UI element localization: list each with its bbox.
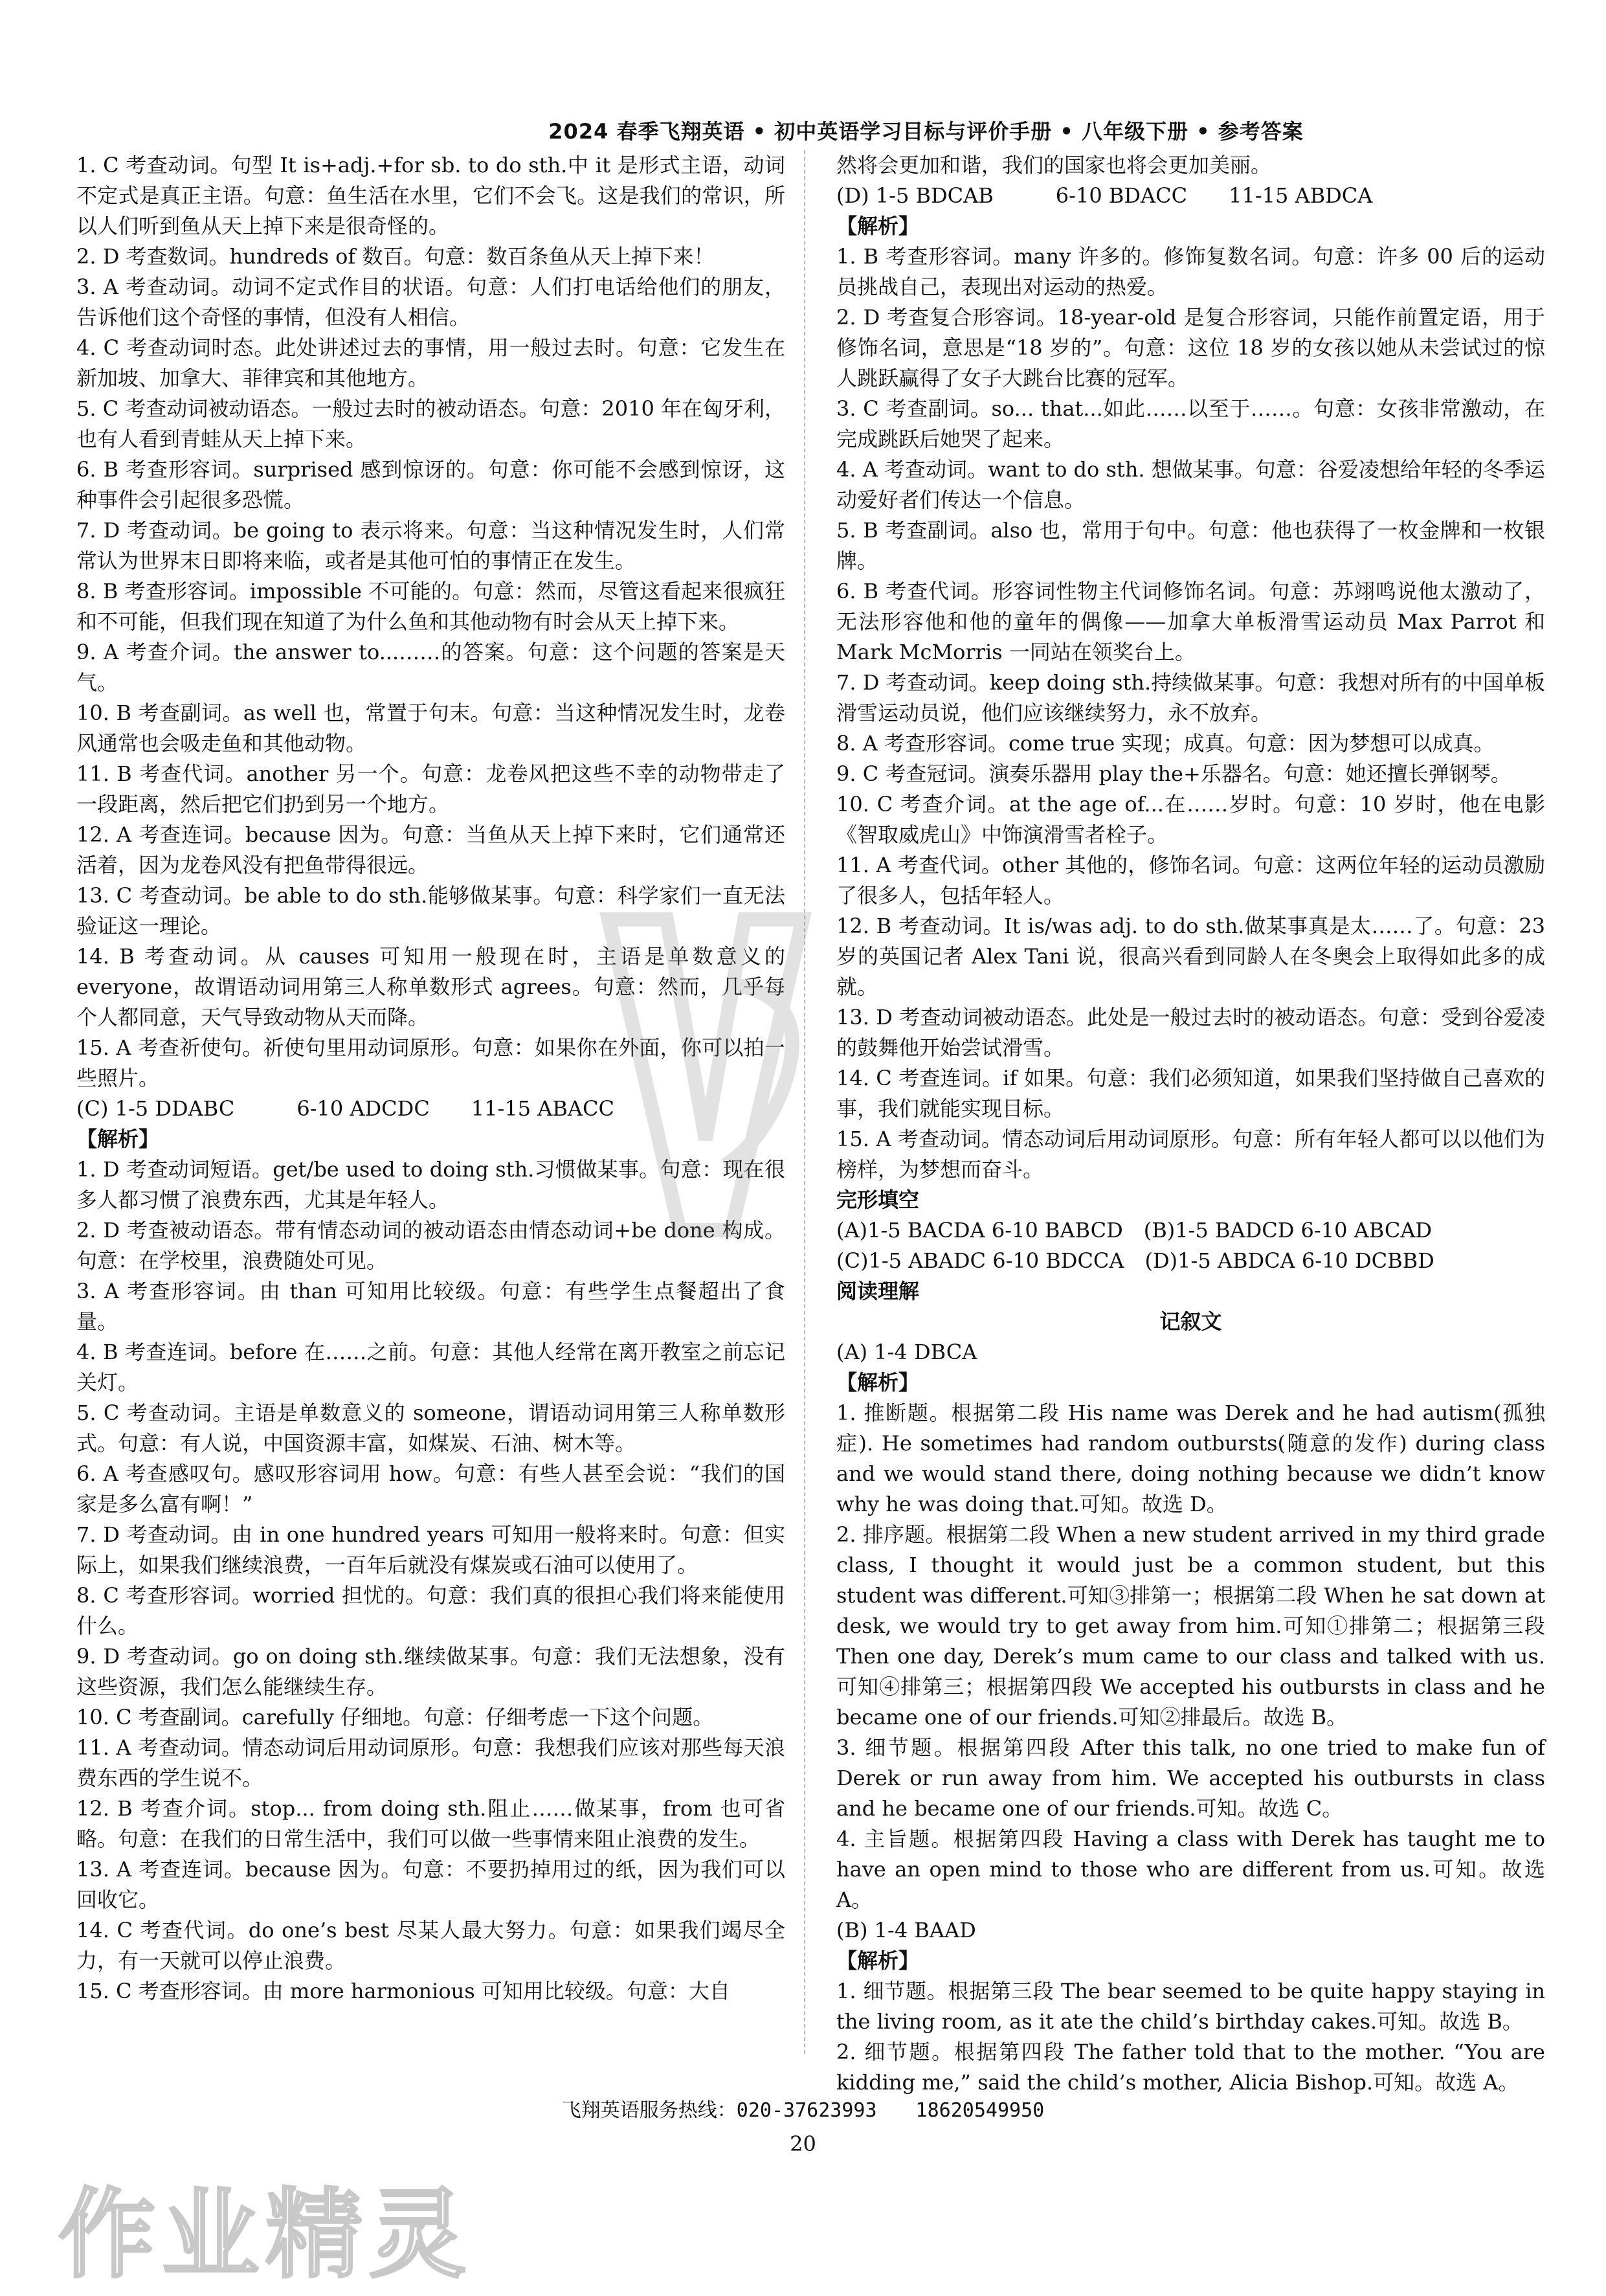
answer-item: 14. C 考查代词。do one’s best 尽某人最大努力。句意：如果我们竭尽全力，有一天就可以停止浪费。: [76, 1918, 785, 1973]
answer-item: 14. C 考查连词。if 如果。句意：我们必须知道，如果我们坚持做自己喜欢的事，我们就能实现目标。: [836, 1066, 1545, 1121]
answer-item: 6. B 考查形容词。surprised 感到惊讶的。句意：你可能不会感到惊讶，这种事件会引起很多恐慌。: [76, 457, 785, 512]
answer-item: 7. D 考查动词。keep doing sth.持续做某事。句意：我想对所有的中国单板滑雪运动员说，他们应该继续努力，永不放弃。: [836, 670, 1545, 725]
site-watermark: 作业精灵: [58, 2179, 473, 2291]
answer-item: 2. D 考查数词。hundreds of 数百。句意：数百条鱼从天上掉下来！: [76, 244, 715, 269]
answer-item: 3. C 考查副词。so... that...如此……以至于……。句意：女孩非常激动，在完成跳跃后她哭了起来。: [836, 396, 1545, 451]
page-number: 20: [790, 2132, 816, 2156]
answer-item: 7. D 考查动词。be going to 表示将来。句意：当这种情况发生时，人们常常认为世界末日即将来临，或者是其他可怕的事情正在发生。: [76, 518, 785, 573]
answer-item: 8. A 考查形容词。come true 实现；成真。句意：因为梦想可以成真。: [836, 731, 1495, 756]
answer-item: 2. D 考查被动语态。带有情态动词的被动语态由情态动词+be done 构成。句意：在学校里，浪费随处可见。: [76, 1218, 785, 1273]
answer-item: 6. B 考查代词。形容词性物主代词修饰名词。句意：苏翊鸣说他太激动了，无法形容他和他的童年的偶像——加拿大单板滑雪运动员 Max Parrot 和 Mark McMorris 一同站在领奖台上。: [836, 579, 1545, 664]
answer-item: 12. A 考查连词。because 因为。句意：当鱼从天上掉下来时，它们通常还活着，因为龙卷风没有把鱼带得很远。: [76, 822, 785, 877]
answer-item: 12. B 考查介词。stop... from doing sth.阻止……做某事，from 也可省略。句意：在我们的日常生活中，我们可以做一些事情来阻止浪费的发生。: [76, 1796, 785, 1851]
answer-item: 2. 细节题。根据第四段 The father told that to the mother. “You are kidding me,” said the child’s mother, Alicia Bishop.可知。故选 A。: [836, 2040, 1545, 2095]
service-hotline: 飞翔英语服务热线：020-37623993 18620549950: [561, 2099, 1045, 2122]
answer-item: 11. B 考查代词。another 另一个。句意：龙卷风把这些不幸的动物带走了一段距离，然后把它们扔到另一个地方。: [76, 761, 785, 816]
answer-item: 10. C 考查副词。carefully 仔细地。句意：仔细考虑一下这个问题。: [76, 1705, 714, 1729]
answer-item: (C)1-5 ABADC 6-10 BDCCA (D)1-5 ABDCA 6-10 DCBBD: [836, 1248, 1434, 1273]
answer-item: 10. C 考查介词。at the age of...在……岁时。句意：10 岁时，他在电影《智取威虎山》中饰演滑雪者栓子。: [836, 792, 1545, 847]
answer-item: 9. D 考查动词。go on doing sth.继续做某事。句意：我们无法想象，没有这些资源，我们怎么能继续生存。: [76, 1644, 785, 1699]
analysis-heading: 【解析】: [836, 1948, 920, 1973]
analysis-heading: 【解析】: [76, 1127, 160, 1151]
answer-item: 11. A 考查动词。情态动词后用动词原形。句意：我想我们应该对那些每天浪费东西的学生说不。: [76, 1735, 785, 1790]
answer-item: 1. 推断题。根据第二段 His name was Derek and he had autism(孤独症). He sometimes had random outbursts(随意的发作) during class and we would stand there, doing nothing because we didn’t know why he was doing that.可知。故选 D。: [836, 1401, 1545, 1516]
right-column: [836, 150, 1545, 2098]
answer-item: 1. D 考查动词短语。get/be used to doing sth.习惯做某事。句意：现在很多人都习惯了浪费东西，尤其是年轻人。: [76, 1157, 785, 1212]
answer-item: 12. B 考查动词。It is/was adj. to do sth.做某事真是太……了。句意：23 岁的英国记者 Alex Tani 说，很高兴看到同龄人在冬奥会上取得如此多的成就。: [836, 914, 1545, 999]
answer-item: 然将会更加和谐，我们的国家也将会更加美丽。: [836, 153, 1272, 177]
answer-item: 2. D 考查复合形容词。18-year-old 是复合形容词，只能作前置定语，用于修饰名词，意思是“18 岁的”。句意：这位 18 岁的女孩以她从未尝试过的惊人跳跃赢得了女子大跳台比赛的冠军。: [836, 305, 1545, 390]
answer-item: 4. 主旨题。根据第四段 Having a class with Derek has taught me to have an open mind to those who are different from us.可知。故选 A。: [836, 1827, 1545, 1912]
answer-item: 15. A 考查动词。情态动词后用动词原形。句意：所有年轻人都可以以他们为榜样，为梦想而奋斗。: [836, 1127, 1545, 1182]
answer-item: 4. B 考查连词。before 在……之前。句意：其他人经常在离开教室之前忘记关灯。: [76, 1340, 785, 1395]
answer-item: 3. 细节题。根据第四段 After this talk, no one tried to make fun of Derek or run away from him. We accepted his outbursts in class and he became one of our friends.可知。故选 C。: [836, 1735, 1545, 1821]
answer-item: 6. A 考查感叹句。感叹形容词用 how。句意：有些人甚至会说：“我们的国家是多么富有啊！”: [76, 1461, 785, 1516]
answer-item: 3. A 考查动词。动词不定式作目的状语。句意：人们打电话给他们的朋友，告诉他们这个奇怪的事情，但没有人相信。: [76, 275, 785, 330]
answer-item: (A)1-5 BACDA 6-10 BABCD (B)1-5 BADCD 6-10 ABCAD: [836, 1218, 1433, 1243]
answer-item: 1. 细节题。根据第三段 The bear seemed to be quite happy staying in the living room, as it ate the child’s birthday cakes.可知。故选 B。: [836, 1979, 1545, 2034]
answer-item: 10. B 考查副词。as well 也，常置于句末。句意：当这种情况发生时，龙卷风通常也会吸走鱼和其他动物。: [76, 701, 785, 756]
answer-item: 5. C 考查动词。主语是单数意义的 someone，谓语动词用第三人称单数形式。句意：有人说，中国资源丰富，如煤炭、石油、树木等。: [76, 1401, 785, 1456]
analysis-heading: 【解析】: [836, 1370, 920, 1395]
section-heading: 阅读理解: [836, 1279, 920, 1303]
answer-item: 9. C 考查冠词。演奏乐器用 play the+乐器名。句意：她还擅长弹钢琴。: [836, 761, 1511, 786]
page-header: 2024 春季飞翔英语 • 初中英语学习目标与评价手册 • 八年级下册 • 参考答案: [548, 119, 1304, 144]
answer-item: 4. C 考查动词时态。此处讲述过去的事情，用一般过去时。句意：它发生在新加坡、加拿大、菲律宾和其他地方。: [76, 335, 785, 390]
subsection-title: 记叙文: [1159, 1309, 1222, 1334]
answer-item: 4. A 考查动词。want to do sth. 想做某事。句意：谷爱凌想给年轻的冬季运动爱好者们传达一个信息。: [836, 457, 1545, 512]
logo-watermark: [570, 894, 842, 1256]
answer-item: 1. C 考查动词。句型 It is+adj.+for sb. to do sth.中 it 是形式主语，动词不定式是真正主语。句意：鱼生活在水里，它们不会飞。这是我们的常识，所以人们听到鱼从天上掉下来是很奇怪的。: [76, 153, 785, 238]
answer-item: 5. C 考查动词被动语态。一般过去时的被动语态。句意：2010 年在匈牙利，也有人看到青蛙从天上掉下来。: [76, 396, 785, 451]
answer-item: 13. D 考查动词被动语态。此处是一般过去时的被动语态。句意：受到谷爱凌的鼓舞他开始尝试滑雪。: [836, 1005, 1545, 1060]
answer-item: 14. B 考查动词。从 causes 可知用一般现在时，主语是单数意义的 everyone，故谓语动词用第三人称单数形式 agrees。句意：然而，几乎每个人都同意，天气导致动物从天而降。: [76, 944, 785, 1030]
answer-item: 3. A 考查形容词。由 than 可知用比较级。句意：有些学生点餐超出了食量。: [76, 1279, 785, 1334]
answer-item: 8. B 考查形容词。impossible 不可能的。句意：然而，尽管这看起来很疯狂和不可能，但我们现在知道了为什么鱼和其他动物有时会从天上掉下来。: [76, 579, 785, 634]
answer-item: 11. A 考查代词。other 其他的，修饰名词。句意：这两位年轻的运动员激励了很多人，包括年轻人。: [836, 853, 1545, 908]
answer-item: (D) 1-5 BDCAB 6-10 BDACC 11-15 ABDCA: [836, 183, 1373, 208]
answer-item: 13. C 考查动词。be able to do sth.能够做某事。句意：科学家们一直无法验证这一理论。: [76, 883, 785, 938]
answer-item: 9. A 考查介词。the answer to...……的答案。句意：这个问题的答案是天气。: [76, 640, 785, 695]
answer-item: (B) 1-4 BAAD: [836, 1918, 976, 1942]
section-heading: 完形填空: [836, 1187, 920, 1212]
answer-item: 1. B 考查形容词。many 许多的。修饰复数名词。句意：许多 00 后的运动员挑战自己，表现出对运动的热爱。: [836, 244, 1545, 299]
answer-item: 7. D 考查动词。由 in one hundred years 可知用一般将来时。句意：但实际上，如果我们继续浪费，一百年后就没有煤炭或石油可以使用了。: [76, 1522, 785, 1577]
answer-item: 13. A 考查连词。because 因为。句意：不要扔掉用过的纸，因为我们可以回收它。: [76, 1857, 785, 1912]
answer-item: 8. C 考查形容词。worried 担忧的。句意：我们真的很担心我们将来能使用什么。: [76, 1583, 785, 1638]
answer-item: 15. C 考查形容词。由 more harmonious 可知用比较级。句意：大自: [76, 1979, 730, 2003]
analysis-heading: 【解析】: [836, 214, 920, 238]
answer-item: (A) 1-4 DBCA: [836, 1340, 977, 1364]
answer-item: (C) 1-5 DDABC 6-10 ADCDC 11-15 ABACC: [76, 1096, 614, 1121]
answer-item: 5. B 考查副词。also 也，常用于句中。句意：他也获得了一枚金牌和一枚银牌。: [836, 518, 1545, 573]
answer-item: 15. A 考查祈使句。祈使句里用动词原形。句意：如果你在外面，你可以拍一些照片。: [76, 1035, 785, 1090]
answer-item: 2. 排序题。根据第二段 When a new student arrived in my third grade class, I thought it would just be a common student, but this student was different.可知③排第一；根据第二段 When he sat down at desk, we would try to get away from him.可知①排第二；根据第三段 Then one day, Derek’s mum came to our class and talked with us.可知④排第三；根据第四段 We accepted his outbursts in class and he became one of our friends.可知②排最后。故选 B。: [836, 1522, 1545, 1729]
